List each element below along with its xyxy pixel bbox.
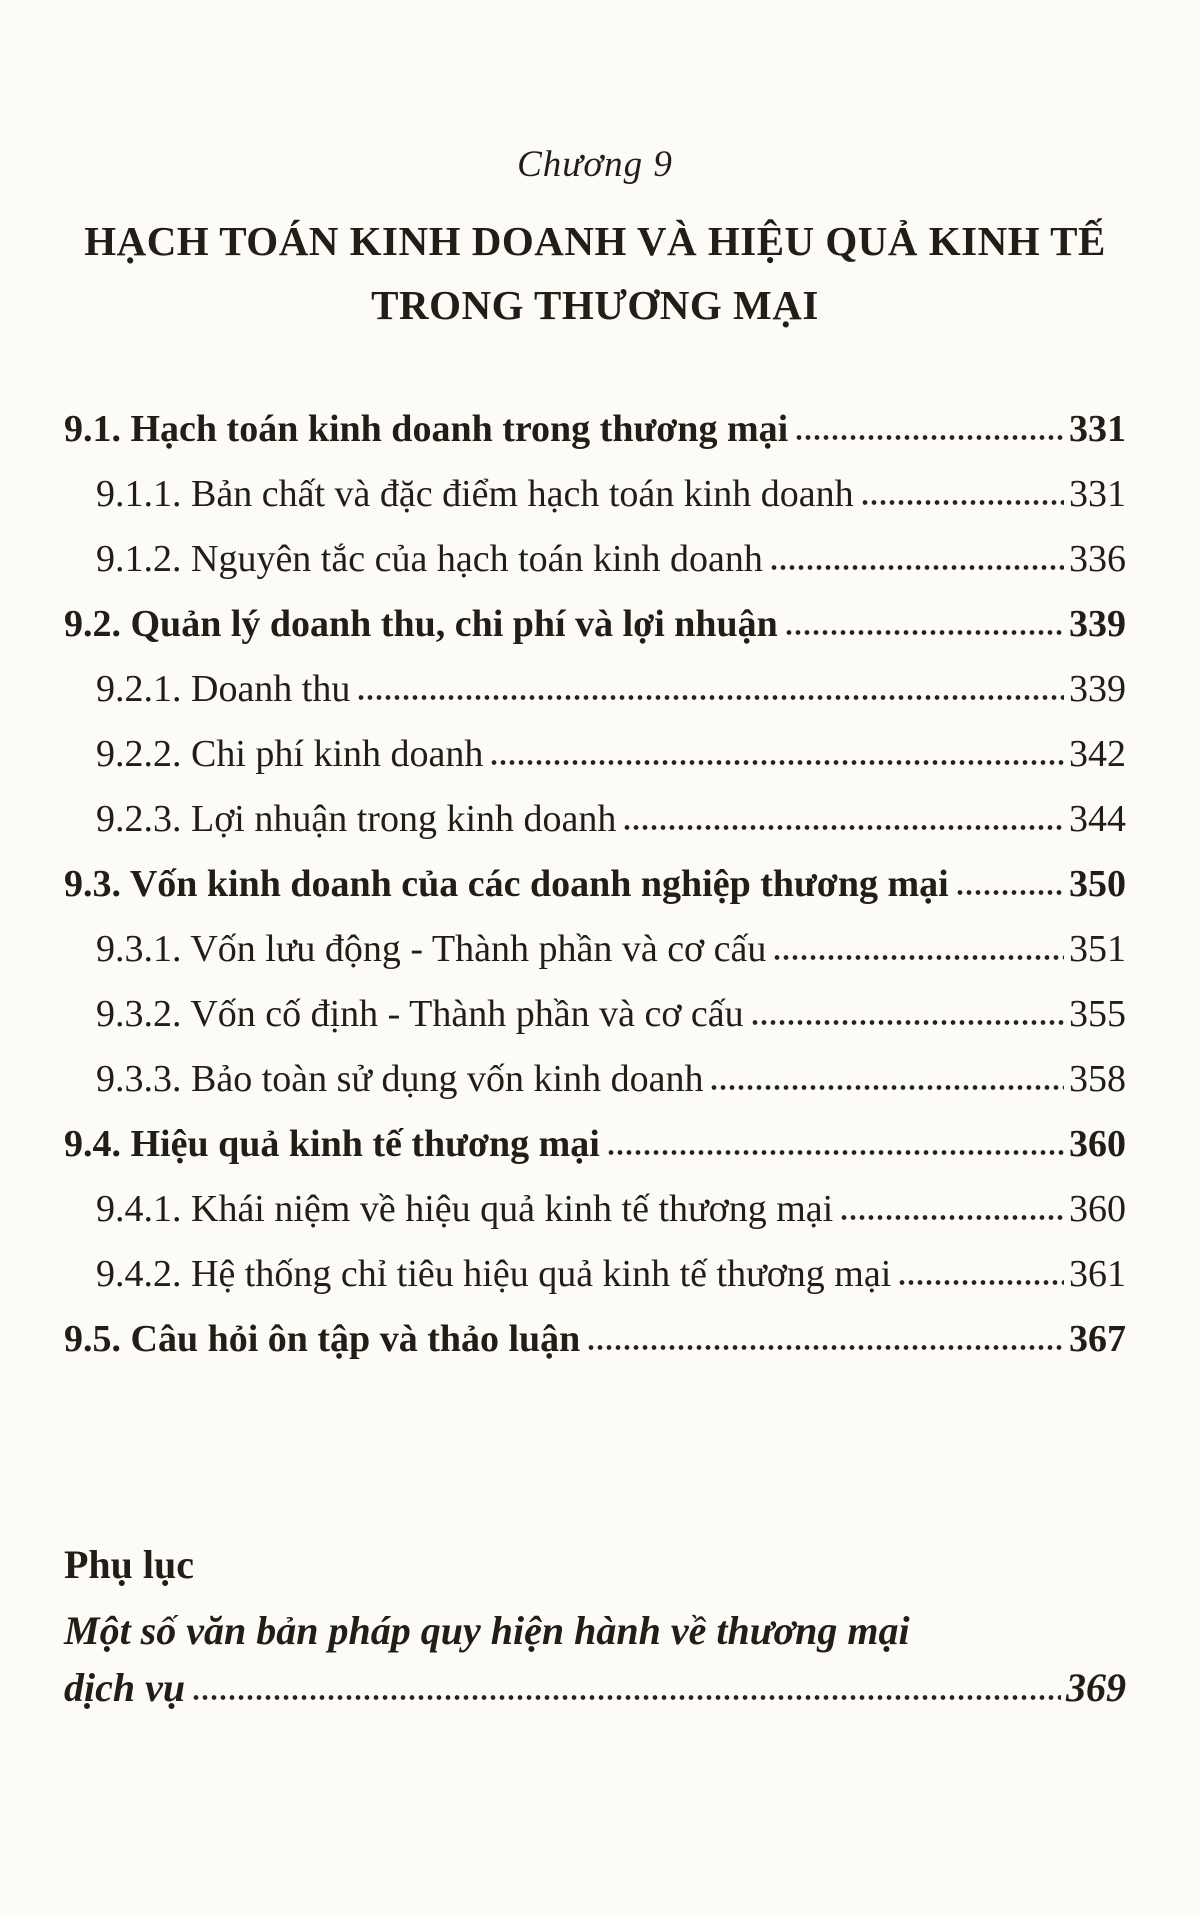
toc-entry-label: 9.2.2. Chi phí kinh doanh bbox=[96, 733, 484, 775]
toc-entry bbox=[64, 1317, 1126, 1382]
toc-entry-label: 9.5. Câu hỏi ôn tập và thảo luận bbox=[64, 1318, 581, 1360]
toc-entry-page: 336 bbox=[1069, 538, 1126, 580]
toc-entry bbox=[64, 992, 1126, 1057]
chapter-title-line-1: HẠCH TOÁN KINH DOANH VÀ HIỆU QUẢ KINH TẾ bbox=[84, 218, 1106, 264]
toc-entry-label: 9.2.3. Lợi nhuận trong kinh doanh bbox=[96, 798, 617, 840]
appendix-entry bbox=[64, 1664, 1126, 1730]
dot-leader bbox=[607, 1149, 1064, 1156]
toc-entry-label: 9.1. Hạch toán kinh doanh trong thương mại bbox=[64, 408, 789, 450]
dot-leader bbox=[898, 1279, 1064, 1286]
toc-entry-label: 9.4. Hiệu quả kinh tế thương mại bbox=[64, 1123, 600, 1165]
toc-entry-label: 9.2. Quản lý doanh thu, chi phí và lợi nhuận bbox=[64, 603, 778, 645]
toc-entry bbox=[64, 667, 1126, 732]
toc-entry-page: 361 bbox=[1069, 1253, 1126, 1295]
chapter-label: Chương 9 bbox=[517, 144, 673, 185]
dot-leader bbox=[785, 629, 1064, 636]
dot-leader bbox=[795, 434, 1064, 441]
toc-entry bbox=[64, 1057, 1126, 1122]
toc-entry-page: 339 bbox=[1069, 668, 1126, 710]
dot-leader bbox=[751, 1019, 1064, 1026]
toc-entry-page: 331 bbox=[1069, 408, 1126, 450]
appendix-section bbox=[64, 1532, 1126, 1730]
dot-leader bbox=[840, 1214, 1064, 1221]
toc-entry bbox=[64, 472, 1126, 537]
toc-entry-page: 350 bbox=[1069, 863, 1126, 905]
dot-leader bbox=[710, 1084, 1064, 1091]
toc-entry-page: 331 bbox=[1069, 473, 1126, 515]
toc-entry-label: 9.3.3. Bảo toàn sử dụng vốn kinh doanh bbox=[96, 1058, 704, 1100]
appendix-heading: Phụ lục bbox=[64, 1542, 195, 1587]
toc-entry bbox=[64, 1187, 1126, 1252]
toc-entry-label: 9.3.2. Vốn cố định - Thành phần và cơ cấu bbox=[96, 993, 744, 1035]
table-of-contents bbox=[64, 407, 1126, 1382]
dot-leader bbox=[587, 1344, 1064, 1351]
toc-entry-label: 9.2.1. Doanh thu bbox=[96, 668, 351, 710]
chapter-title bbox=[64, 209, 1126, 337]
toc-entry-page: 358 bbox=[1069, 1058, 1126, 1100]
toc-entry bbox=[64, 407, 1126, 472]
dot-leader bbox=[192, 1694, 1061, 1701]
toc-entry-label: 9.3.1. Vốn lưu động - Thành phần và cơ cấu bbox=[96, 928, 767, 970]
toc-entry bbox=[64, 1122, 1126, 1187]
toc-entry-page: 351 bbox=[1069, 928, 1126, 970]
toc-entry bbox=[64, 1252, 1126, 1317]
toc-entry bbox=[64, 797, 1126, 862]
toc-entry-page: 355 bbox=[1069, 993, 1126, 1035]
dot-leader bbox=[861, 499, 1064, 506]
appendix-entry-label: dịch vụ bbox=[64, 1665, 186, 1710]
toc-entry-page: 360 bbox=[1069, 1188, 1126, 1230]
toc-entry-page: 339 bbox=[1069, 603, 1126, 645]
toc-entry bbox=[64, 732, 1126, 797]
toc-entry bbox=[64, 602, 1126, 667]
toc-entry bbox=[64, 862, 1126, 927]
appendix-title: Một số văn bản pháp quy hiện hành về thương mại bbox=[64, 1608, 910, 1653]
dot-leader bbox=[773, 954, 1064, 961]
toc-entry-label: 9.1.2. Nguyên tắc của hạch toán kinh doanh bbox=[96, 538, 763, 580]
toc-entry-page: 344 bbox=[1069, 798, 1126, 840]
toc-entry-label: 9.4.1. Khái niệm về hiệu quả kinh tế thương mại bbox=[96, 1188, 834, 1230]
toc-entry-label: 9.3. Vốn kinh doanh của các doanh nghiệp thương mại bbox=[64, 863, 949, 905]
toc-entry-label: 9.4.2. Hệ thống chỉ tiêu hiệu quả kinh tế thương mại bbox=[96, 1253, 892, 1295]
toc-entry bbox=[64, 927, 1126, 992]
toc-entry-page: 360 bbox=[1069, 1123, 1126, 1165]
toc-entry bbox=[64, 537, 1126, 602]
dot-leader bbox=[623, 824, 1064, 831]
dot-leader bbox=[357, 694, 1064, 701]
toc-entry-page: 367 bbox=[1069, 1318, 1126, 1360]
chapter-title-line-2: TRONG THƯƠNG MẠI bbox=[371, 282, 819, 328]
toc-entry-label: 9.1.1. Bản chất và đặc điểm hạch toán kinh doanh bbox=[96, 473, 854, 515]
dot-leader bbox=[956, 889, 1064, 896]
dot-leader bbox=[490, 759, 1064, 766]
toc-entry-page: 342 bbox=[1069, 733, 1126, 775]
appendix-entry-page: 369 bbox=[1066, 1665, 1126, 1710]
dot-leader bbox=[770, 564, 1064, 571]
